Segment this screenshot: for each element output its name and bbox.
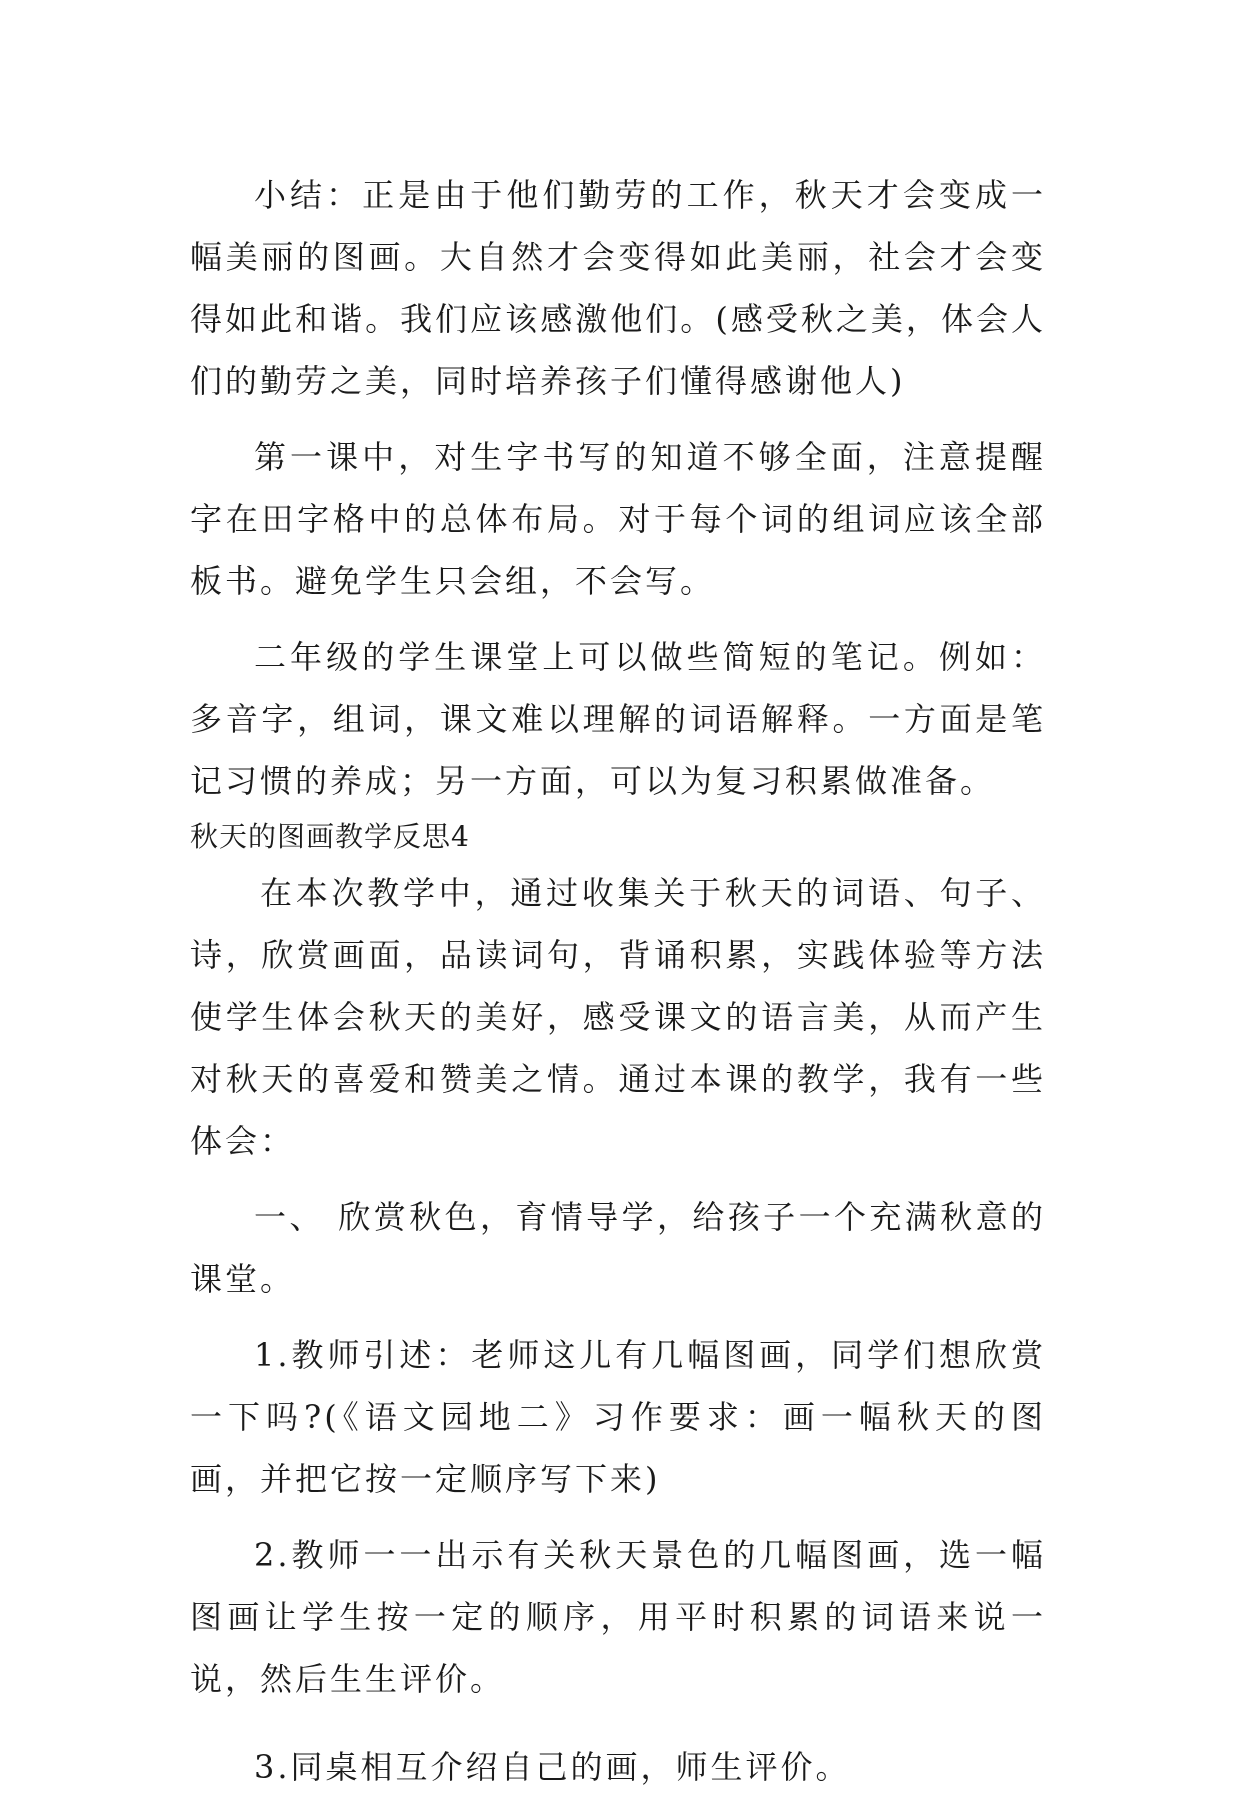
step-two-paragraph: 2.教师一一出示有关秋天景色的几幅图画，选一幅图画让学生按一定的顺序，用平时积累的词语来说一说，然后生生评价。: [190, 1536, 1046, 1698]
section-title: 秋天的图画教学反思4: [190, 820, 470, 853]
document-page: [190, 164, 1046, 1798]
point-one-heading: 一、 欣赏秋色，育情导学，给孩子一个充满秋意的课堂。: [190, 1198, 1046, 1298]
summary-paragraph: 小结：正是由于他们勤劳的工作，秋天才会变成一幅美丽的图画。大自然才会变得如此美丽，社会才会变得如此和谐。我们应该感激他们。(感受秋之美，体会人们的勤劳之美，同时培养孩子们懂得感谢他人): [190, 176, 1046, 400]
lesson-one-paragraph: 第一课中，对生字书写的知道不够全面，注意提醒字在田字格中的总体布局。对于每个词的组词应该全部板书。避免学生只会组，不会写。: [190, 438, 1046, 600]
step-three-paragraph: 3.同桌相互介绍自己的画，师生评价。: [254, 1748, 851, 1786]
notes-paragraph: 二年级的学生课堂上可以做些简短的笔记。例如：多音字，组词，课文难以理解的词语解释。一方面是笔记习惯的养成；另一方面，可以为复习积累做准备。: [190, 638, 1046, 800]
step-one-paragraph: 1.教师引述：老师这儿有几幅图画，同学们想欣赏一下吗?(《语文园地二》习作要求：画一幅秋天的图画，并把它按一定顺序写下来): [190, 1336, 1046, 1498]
reflection-intro-paragraph: 在本次教学中，通过收集关于秋天的词语、句子、诗，欣赏画面，品读词句，背诵积累，实践体验等方法使学生体会秋天的美好，感受课文的语言美，从而产生对秋天的喜爱和赞美之情。通过本课的教学，我有一些体会：: [190, 874, 1046, 1160]
